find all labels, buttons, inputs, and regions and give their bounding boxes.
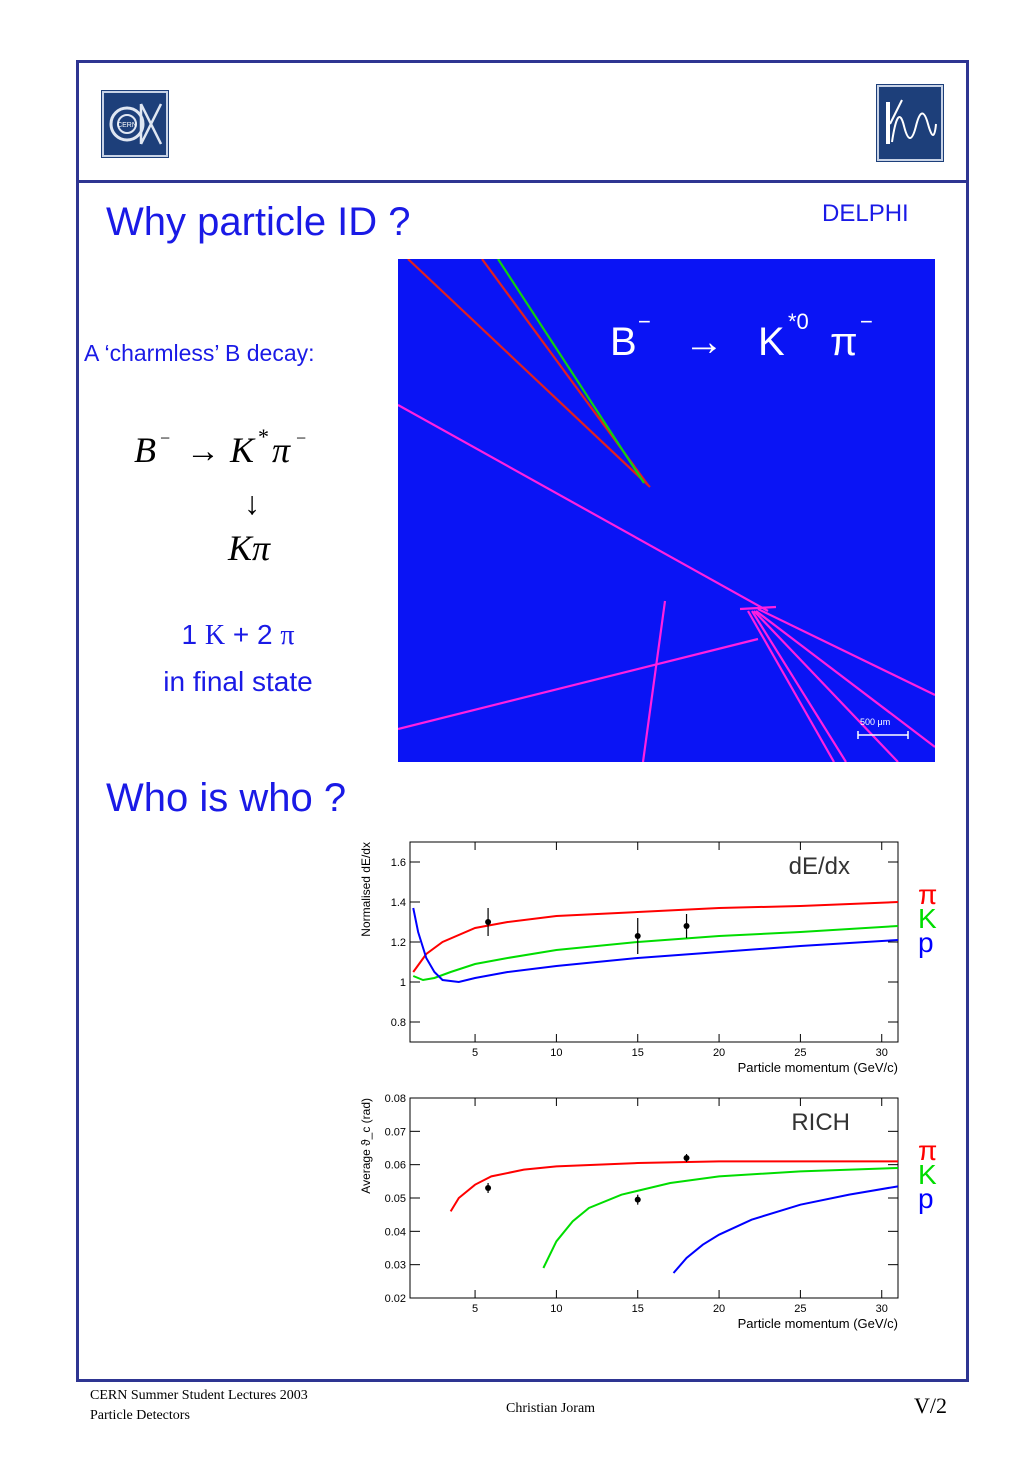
y-tick-label: 1.4 [390,897,406,909]
rich-chart [350,1092,950,1338]
formula-pi: π [272,430,291,470]
final-state [118,612,358,705]
x-tick-label: 10 [550,1303,563,1315]
legend-entry-pion: π [918,879,938,910]
experiment-label: DELPHI [822,200,909,227]
final-state-line1: 1 K + 2 π [181,619,295,651]
event-label-pi-sup: − [860,309,873,334]
y-tick-label: 0.03 [384,1259,406,1272]
legend-entry-proton: p [918,927,934,958]
x-tick-label: 15 [631,1047,644,1059]
y-tick-label: 0.05 [384,1193,406,1205]
page-number: V/2 [914,1393,947,1418]
y-tick-label: 0.07 [384,1126,406,1139]
x-tick-label: 15 [631,1303,644,1315]
track-magenta-1 [398,405,768,611]
legend-entry-pion: π [918,1135,938,1166]
x-tick-label: 25 [794,1047,807,1059]
section-title: Who is who ? [106,776,347,820]
data-point [485,919,491,925]
event-label-b-sup: − [638,309,651,334]
track-green [498,259,644,483]
y-tick-label: 0.06 [384,1159,406,1172]
chart-annotation: RICH [791,1109,850,1136]
event-label-k: K [758,320,785,364]
track-magenta-5 [756,611,935,747]
event-label-arrow: → [684,320,724,364]
x-axis-label: Particle momentum (GeV/c) [737,1316,898,1331]
track-magenta-9 [740,607,776,609]
track-magenta-4 [758,609,935,695]
track-magenta-8 [748,611,834,762]
event-label-b: B [610,320,637,364]
detector-logo-icon [876,84,944,162]
formula-down-arrow: ↓ [244,485,260,521]
decay-formula [130,422,390,582]
formula-b-sup: − [160,428,171,448]
formula-arrow: → [186,433,220,470]
y-tick-label: 1 [399,977,406,989]
y-tick-label: 1.2 [390,937,406,949]
data-point [684,923,690,929]
event-label-k-sup: *0 [788,309,809,334]
footer-course: CERN Summer Student Lectures 2003 [90,1388,308,1403]
x-tick-label: 30 [875,1047,888,1059]
y-tick-label: 0.02 [384,1293,406,1305]
y-tick-label: 0.04 [384,1226,406,1239]
legend-entry-kaon: K [918,903,937,934]
legend-entry-proton: p [918,1183,934,1214]
x-tick-label: 20 [712,1047,726,1059]
formula-b: B [134,430,156,470]
dedx-chart [350,836,950,1082]
decay-label: A ‘charmless’ B decay: [84,340,315,366]
y-tick-label: 1.6 [390,857,406,869]
x-tick-label: 10 [550,1047,563,1059]
x-tick-label: 20 [712,1303,726,1315]
track-magenta-2 [398,639,758,729]
x-tick-label: 30 [875,1303,888,1315]
y-tick-label: 0.8 [390,1017,406,1029]
track-magenta-3 [643,601,665,762]
y-tick-label: 0.08 [384,1093,406,1105]
svg-text:CERN: CERN [117,122,137,129]
scale-label: 500 μm [860,717,891,727]
track-magenta-7 [752,611,846,762]
cern-logo-icon [101,90,169,158]
formula-k-sup: * [258,424,269,449]
footer-topic: Particle Detectors [90,1408,190,1423]
x-tick-label: 5 [472,1303,479,1315]
event-label-pi: π [830,320,858,364]
formula-kpi: Kπ [228,528,271,568]
track-magenta-6 [754,611,898,762]
formula-k: K [230,430,255,470]
data-point [485,1185,491,1191]
slide-title: Why particle ID ? [106,200,411,244]
chart-annotation: dE/dx [788,853,850,880]
legend-entry-kaon: K [918,1159,937,1190]
footer-author: Christian Joram [506,1401,596,1416]
formula-pi-sup: − [296,428,307,448]
data-point [635,1197,641,1203]
data-point [635,933,641,939]
y-axis-label: Normalised dE/dx [359,842,373,937]
y-axis-label: Average ϑ_c (rad) [359,1098,373,1194]
track-red-1 [408,259,650,487]
header-divider [76,180,969,183]
event-display [398,259,935,762]
x-tick-label: 25 [794,1303,807,1315]
x-tick-label: 5 [472,1047,479,1059]
final-state-line2: in final state [163,666,313,697]
data-point [684,1155,690,1161]
footer-course-info [90,1386,308,1426]
x-axis-label: Particle momentum (GeV/c) [737,1060,898,1075]
